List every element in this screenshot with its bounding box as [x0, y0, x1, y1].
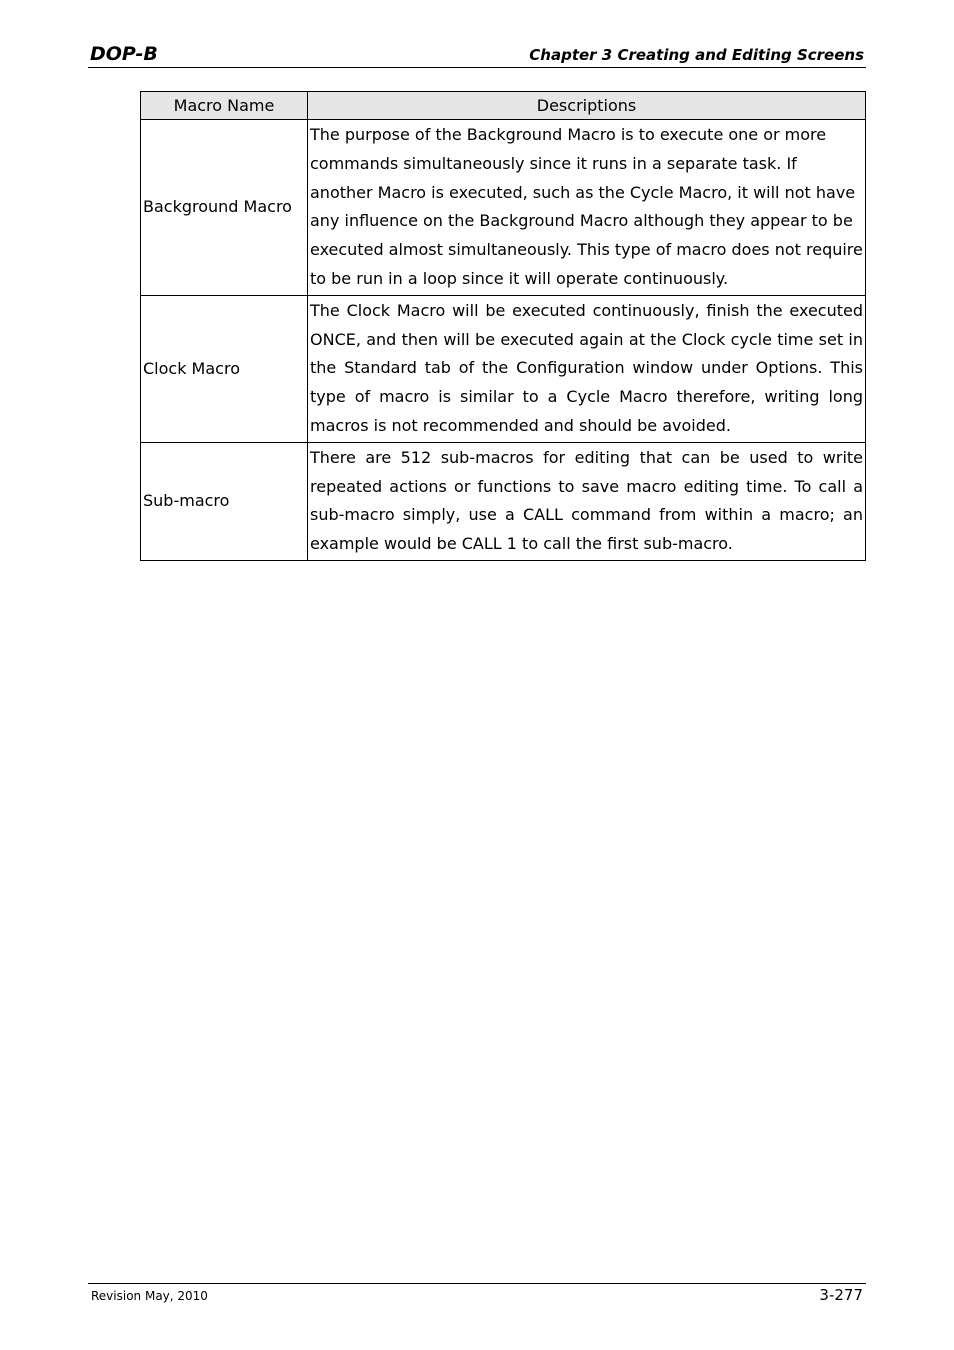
page-header: [88, 40, 866, 68]
page-footer: [88, 1283, 866, 1304]
macro-name-cell: Background Macro: [141, 120, 308, 296]
table-row: [141, 120, 866, 296]
page-number: 3-277: [819, 1286, 863, 1304]
dop-b-logo: DOP-B: [90, 43, 158, 65]
macro-table: [140, 91, 866, 561]
revision-date: Revision May, 2010: [91, 1289, 208, 1303]
table-row: [141, 442, 866, 560]
macro-name-cell: Clock Macro: [141, 295, 308, 442]
macro-name-cell: Sub-macro: [141, 442, 308, 560]
column-header-descriptions: Descriptions: [308, 92, 866, 120]
macro-description-cell: There are 512 sub-macros for editing that can be used to write repeated actions or functions to save macro editing time. To call a sub-macro simply, use a CALL command from within a macro; an example would be CALL 1 to call the first sub-macro.: [308, 442, 866, 560]
macro-description-cell: The purpose of the Background Macro is to execute one or more commands simultaneously since it runs in a separate task. If another Macro is executed, such as the Cycle Macro, it will not have any influence on the Background Macro although they appear to be executed almost simultaneously. This type of macro does not require to be run in a loop since it will operate continuously.: [308, 120, 866, 296]
table-row: [141, 295, 866, 442]
column-header-macro-name: Macro Name: [141, 92, 308, 120]
chapter-title: Chapter 3 Creating and Editing Screens: [529, 46, 864, 64]
table-header-row: [141, 92, 866, 120]
macro-description-cell: The Clock Macro will be executed continuously, finish the executed ONCE, and then will be executed again at the Clock cycle time set in the Standard tab of the Configuration window under Options. This type of macro is similar to a Cycle Macro therefore, writing long macros is not recommended and should be avoided.: [308, 295, 866, 442]
